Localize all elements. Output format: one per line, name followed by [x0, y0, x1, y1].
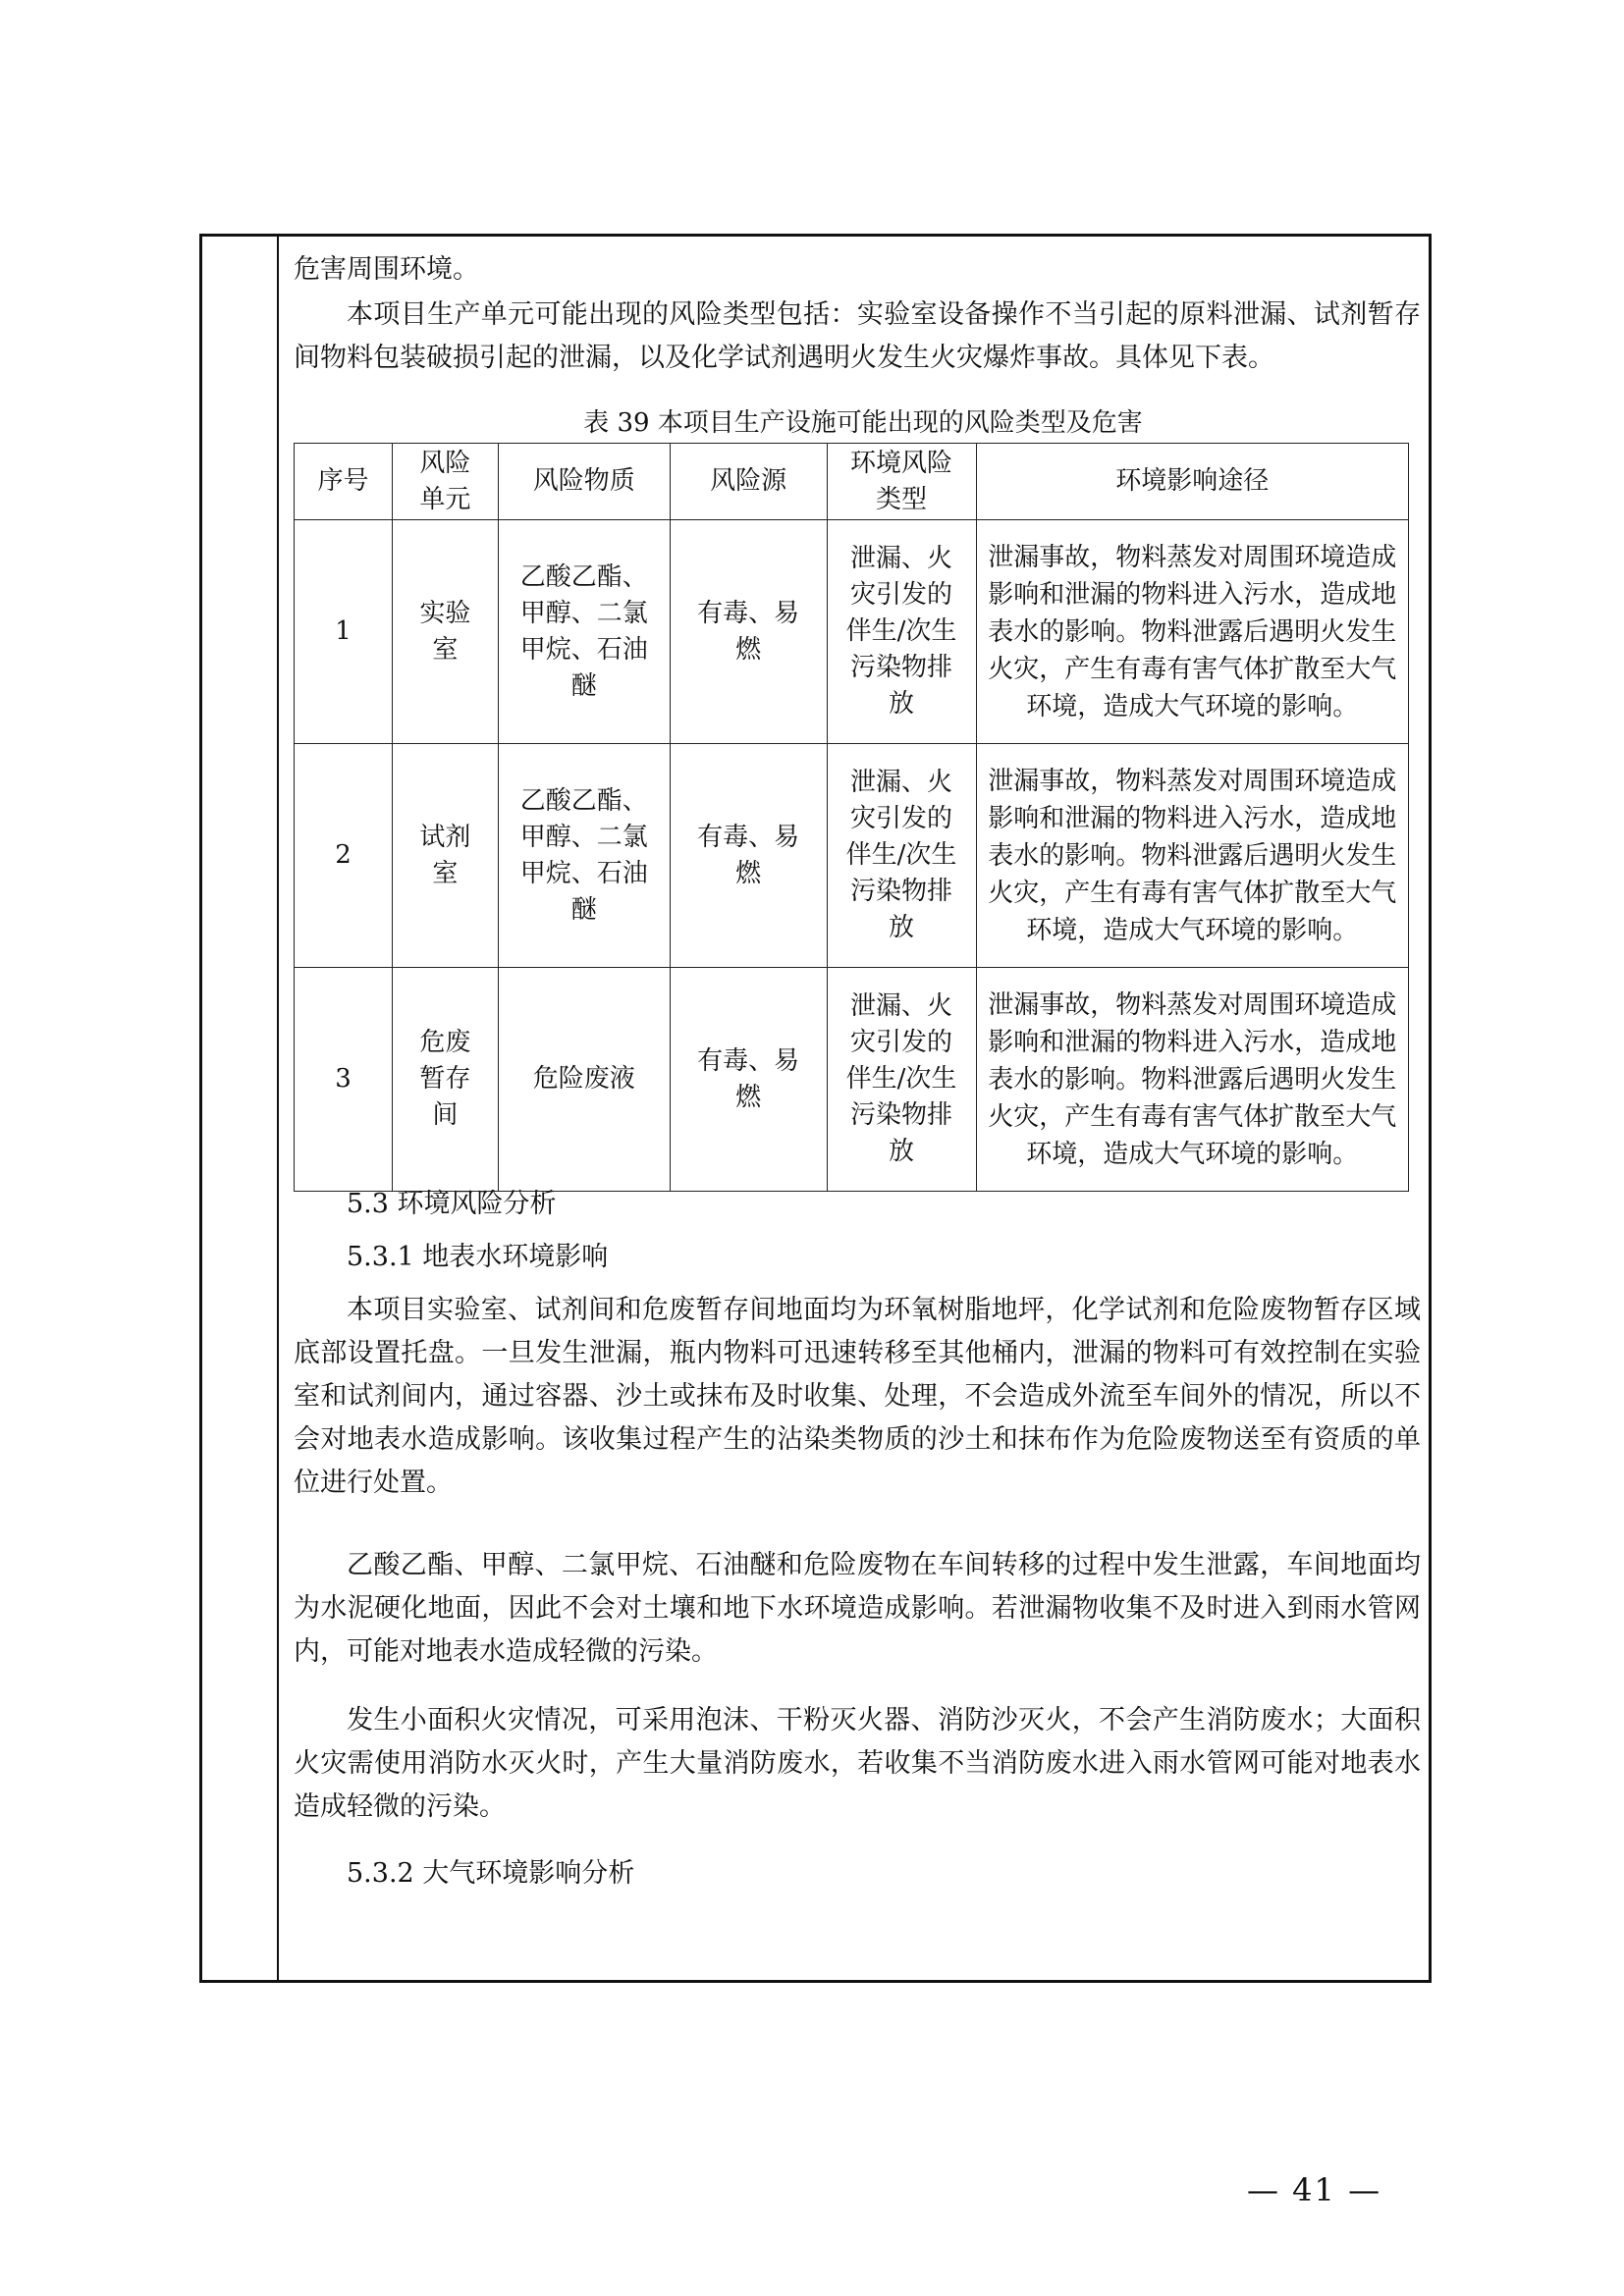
cell-no: 1: [295, 520, 393, 744]
section-heading-5-3: 5.3 环境风险分析: [347, 1189, 557, 1219]
cell-type: 泄漏、火灾引发的伴生/次生污染物排放: [827, 968, 976, 1192]
section-heading-5-3-2: 5.3.2 大气环境影响分析: [347, 1858, 635, 1889]
cell-source: 有毒、易燃: [670, 520, 827, 744]
header-cell: 风险单元: [392, 444, 498, 520]
cell-substance: 危险废液: [498, 968, 670, 1192]
intro-paragraph: 本项目生产单元可能出现的风险类型包括：实验室设备操作不当引起的原料泄漏、试剂暂存间物料包装破损引起的泄漏，以及化学试剂遇明火发生火灾爆炸事故。具体见下表。: [294, 299, 1421, 373]
header-cell: 风险物质: [498, 444, 670, 520]
page-number: — 41 —: [1247, 2171, 1382, 2209]
cell-source: 有毒、易燃: [670, 968, 827, 1192]
cell-no: 2: [295, 744, 393, 968]
intro-line: 危害周围环境。: [294, 254, 479, 285]
table-caption: 表 39 本项目生产设施可能出现的风险类型及危害: [583, 408, 1143, 438]
cell-path: 泄漏事故，物料蒸发对周围环境造成影响和泄漏的物料进入污水，造成地表水的影响。物料泄露后遇明火发生火灾，产生有毒有害气体扩散至大气环境，造成大气环境的影响。: [976, 968, 1409, 1192]
cell-path: 泄漏事故，物料蒸发对周围环境造成影响和泄漏的物料进入污水，造成地表水的影响。物料泄露后遇明火发生火灾，产生有毒有害气体扩散至大气环境，造成大气环境的影响。: [976, 744, 1409, 968]
section-paragraph-1: 本项目实验室、试剂间和危废暂存间地面均为环氧树脂地坪，化学试剂和危险废物暂存区域底部设置托盘。一旦发生泄漏，瓶内物料可迅速转移至其他桶内，泄漏的物料可有效控制在实验室和试剂间内，通过容器、沙土或抹布及时收集、处理，不会造成外流至车间外的情况，所以不会对地表水造成影响。该收集过程产生的沾染类物质的沙土和抹布作为危险废物送至有资质的单位进行处置。: [294, 1295, 1421, 1498]
header-cell: 序号: [295, 444, 393, 520]
section-paragraph-2: 乙酸乙酯、甲醇、二氯甲烷、石油醚和危险废物在车间转移的过程中发生泄露，车间地面均为水泥硬化地面，因此不会对土壤和地下水环境造成影响。若泄漏物收集不及时进入到雨水管网内，可能对地表水造成轻微的污染。: [294, 1550, 1421, 1667]
cell-unit: 危废暂存间: [392, 968, 498, 1192]
cell-substance: 乙酸乙酯、甲醇、二氯甲烷、石油醚: [498, 744, 670, 968]
section-heading-5-3-1: 5.3.1 地表水环境影响: [347, 1242, 609, 1272]
left-column: [202, 237, 279, 1980]
cell-path: 泄漏事故，物料蒸发对周围环境造成影响和泄漏的物料进入污水，造成地表水的影响。物料泄露后遇明火发生火灾，产生有毒有害气体扩散至大气环境，造成大气环境的影响。: [976, 520, 1409, 744]
header-cell: 环境影响途径: [976, 444, 1409, 520]
table-row: [295, 744, 1409, 968]
cell-type: 泄漏、火灾引发的伴生/次生污染物排放: [827, 520, 976, 744]
cell-substance: 乙酸乙酯、甲醇、二氯甲烷、石油醚: [498, 520, 670, 744]
cell-unit: 实验室: [392, 520, 498, 744]
risk-table: [294, 443, 1409, 1192]
table-header-row: [295, 444, 1409, 520]
cell-source: 有毒、易燃: [670, 744, 827, 968]
table-row: [295, 520, 1409, 744]
cell-unit: 试剂室: [392, 744, 498, 968]
section-paragraph-3: 发生小面积火灾情况，可采用泡沫、干粉灭火器、消防沙灭火，不会产生消防废水；大面积火灾需使用消防水灭火时，产生大量消防废水，若收集不当消防废水进入雨水管网可能对地表水造成轻微的污染。: [294, 1705, 1421, 1822]
report-frame: [199, 234, 1432, 1983]
table-row: [295, 968, 1409, 1192]
header-cell: 风险源: [670, 444, 827, 520]
cell-type: 泄漏、火灾引发的伴生/次生污染物排放: [827, 744, 976, 968]
header-cell: 环境风险类型: [827, 444, 976, 520]
cell-no: 3: [295, 968, 393, 1192]
